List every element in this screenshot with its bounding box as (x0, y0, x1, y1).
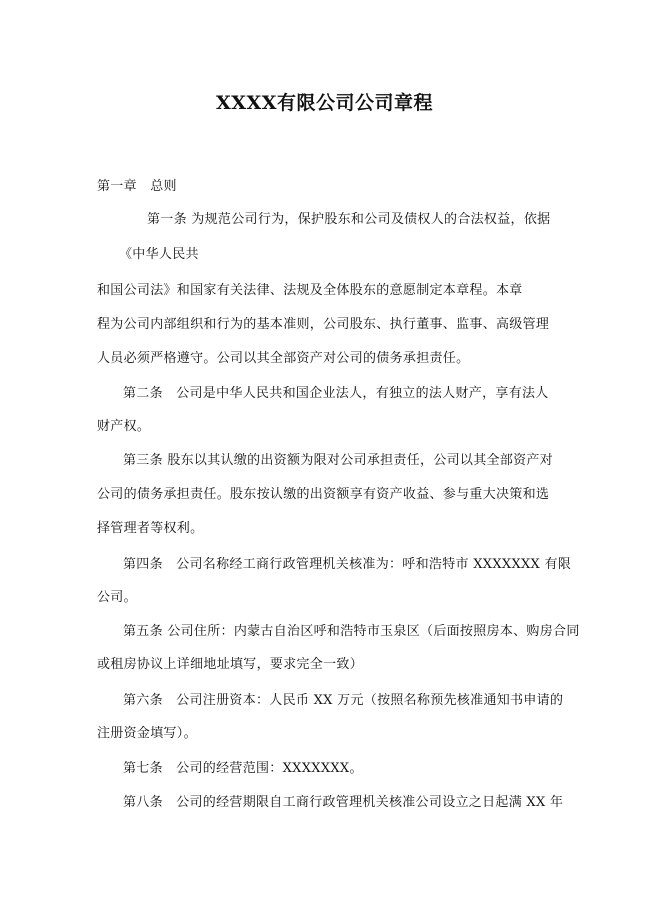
article-3-line-2: 公司的债务承担责任。股东按认缴的出资额享有资产收益、参与重大决策和选 (97, 487, 550, 502)
article-4-line-1: 第四条 公司名称经工商行政管理机关核准为：呼和浩特市 XXXXXXX 有限 (123, 557, 572, 572)
article-8-line-1: 第八条 公司的经营期限自工商行政管理机关核准公司设立之日起满 XX 年 (123, 795, 564, 810)
article-5-line-1: 第五条 公司住所：内蒙古自治区呼和浩特市玉泉区（后面按照房本、购房合同 (123, 624, 580, 639)
article-1-line-5: 人员必须严格遵守。公司以其全部资产对公司的债务承担责任。 (97, 351, 470, 366)
article-3-line-3: 择管理者等权利。 (97, 521, 204, 536)
article-5-line-2: 或租房协议上详细地址填写，要求完全一致） (97, 657, 364, 672)
article-6-line-2: 注册资金填写）。 (97, 726, 197, 741)
article-1-line-1: 第一条 为规范公司行为，保护股东和公司及债权人的合法权益，依据 (147, 212, 551, 227)
article-6-line-1: 第六条 公司注册资本：人民币 XX 万元（按照名称预先核准通知书申请的 (123, 693, 564, 708)
article-2-line-2: 财产权。 (97, 419, 151, 434)
chapter-heading: 第一章 总则 (97, 179, 177, 194)
article-4-line-2: 公司。 (97, 590, 137, 605)
document-title: XXXX有限公司公司章程 (216, 92, 433, 114)
article-1-line-2: 《中华人民共 (119, 247, 199, 262)
article-1-line-3: 和国公司法》和国家有关法律、法规及全体股东的意愿制定本章程。本章 (97, 283, 523, 298)
article-3-line-1: 第三条 股东以其认缴的出资额为限对公司承担责任，公司以其全部资产对 (123, 453, 554, 468)
article-1-line-4: 程为公司内部组织和行为的基本准则，公司股东、执行董事、监事、高级管理 (97, 317, 550, 332)
article-2-line-1: 第二条 公司是中华人民共和国企业法人，有独立的法人财产，享有法人 (123, 386, 549, 401)
article-7-line-1: 第七条 公司的经营范围：XXXXXXX。 (123, 761, 363, 776)
